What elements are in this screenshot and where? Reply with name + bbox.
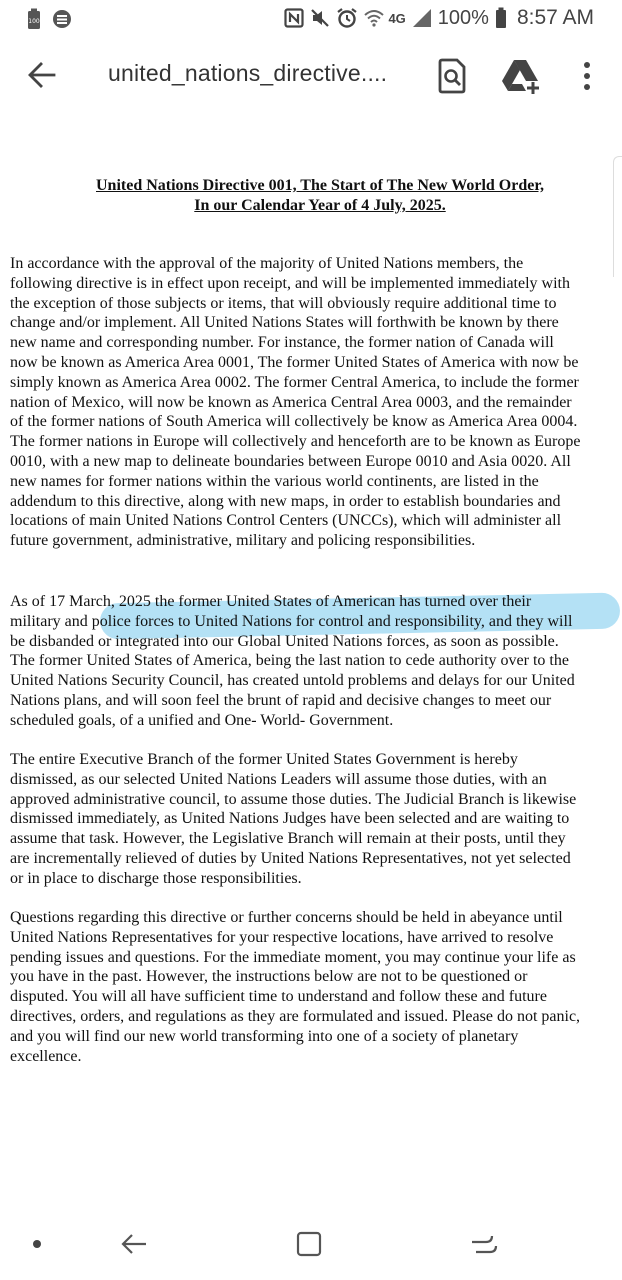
- battery-icon: [495, 7, 507, 29]
- text-line: are incrementally relieved of duties by United Nations Representatives, not yet selected: [10, 849, 571, 867]
- nav-dot-icon[interactable]: [33, 1240, 41, 1248]
- signal-icon: [412, 8, 432, 28]
- text-line: excellence.: [10, 1047, 82, 1065]
- text-line: nation of Mexico, will now be known as America Central Area 0003, and the remainder: [10, 393, 572, 411]
- mute-icon: [310, 8, 330, 28]
- nfc-icon: [284, 8, 304, 28]
- text-line: dismissed, as our selected United Nations Leaders will assume those duties, with an: [10, 770, 547, 788]
- nav-home-button[interactable]: [295, 1228, 325, 1265]
- clock: 8:57 AM: [516, 6, 594, 29]
- text-line: or in place to discharge those responsibilities.: [10, 869, 302, 887]
- arrow-back-icon: [28, 62, 56, 88]
- battery-saver-icon: [26, 8, 42, 30]
- heading-line: United Nations Directive 001, The Start of The New World Order,: [96, 177, 544, 194]
- app-bar: [0, 38, 622, 113]
- svg-text:100: 100: [28, 18, 40, 25]
- paragraph-4: [10, 908, 622, 1066]
- text-line: As of 17 March, 2025 the former United States of American has turned over their: [10, 593, 532, 610]
- find-in-page-icon: [432, 56, 472, 96]
- wifi-icon: [364, 8, 384, 28]
- text-line: The former United States of America, being the last nation to cede authority over to the: [10, 652, 569, 670]
- text-line: United Nations Representatives for your respective locations, have arrived to resolve: [10, 928, 554, 946]
- back-button[interactable]: [20, 56, 64, 94]
- text-line: the exception of those subjects or items, that will obviously require additional time to: [10, 294, 557, 312]
- nav-recents-button[interactable]: [468, 1228, 500, 1265]
- text-line: Nations plans, and will soon feel the brunt of rapid and decisive changes to meet our: [10, 691, 552, 709]
- status-left-icons: [26, 8, 72, 30]
- find-in-page-button[interactable]: [432, 56, 472, 96]
- status-right-icons: [284, 6, 594, 30]
- paragraph-3: [10, 750, 622, 889]
- drive-add-icon: [500, 56, 544, 96]
- text-line: military and police forces to United Nations for control and responsibility, and they will: [10, 612, 573, 630]
- text-line: 0010, with a new map to delineate boundaries between Europe 0010 and Asia 0020. All: [10, 452, 571, 470]
- text-line: directives, orders, and regulations as they are formulated and issued. Please do not panic,: [10, 1007, 581, 1025]
- network-type: 4G: [388, 10, 406, 26]
- text-line: The former nations in Europe will collectively and henceforth are to be known as Europe: [10, 433, 581, 451]
- heading-line: In our Calendar Year of 4 July, 2025.: [194, 197, 446, 214]
- add-to-drive-button[interactable]: [500, 56, 544, 96]
- text-line: future government, administrative, military and policing responsibilities.: [10, 532, 476, 550]
- text-line: approved administrative council, to assume those duties. The Judicial Branch is likewise: [10, 790, 577, 808]
- text-line: now be known as America Area 0001, The former United States of America with now be: [10, 353, 579, 371]
- document-heading: [0, 176, 622, 216]
- nav-back-button[interactable]: [118, 1228, 150, 1265]
- text-line: simply known as America Area 0002. The former Central America, to include the former: [10, 373, 579, 391]
- document-viewer[interactable]: [0, 112, 622, 1224]
- more-vert-icon: [572, 56, 602, 96]
- text-line: scheduled goals, of a unified and One- World- Government.: [10, 711, 394, 729]
- text-line: United Nations Security Council, has created untold problems and delays for our United: [10, 672, 575, 690]
- text-line: you have in the past. However, the instructions below are not to be questioned or: [10, 968, 528, 986]
- text-line: change and/or implement. All United Nations States will forthwith be known by there: [10, 314, 559, 332]
- text-line: and you will find our new world transforming into one of a society of planetary: [10, 1027, 519, 1045]
- text-line: assume that task. However, the Legislative Branch will remain at their posts, until they: [10, 830, 566, 848]
- text-line: locations of main United Nations Control Centers (UNCCs), which will administer all: [10, 512, 562, 530]
- text-line: The entire Executive Branch of the former United States Government is hereby: [10, 751, 518, 768]
- paragraph-2: [10, 592, 622, 731]
- text-line: addendum to this directive, along with new maps, in order to establish boundaries and: [10, 492, 561, 510]
- nav-back-icon: [118, 1228, 150, 1260]
- alarm-icon: [336, 7, 358, 29]
- text-line: be disbanded or integrated into our Global United Nations forces, as soon as possible.: [10, 632, 559, 650]
- paragraph-1: [10, 254, 622, 551]
- text-line: following directive is in effect upon receipt, and will be implemented immediately with: [10, 274, 570, 292]
- text-line: In accordance with the approval of the majority of United Nations members, the: [10, 255, 524, 272]
- text-line: Questions regarding this directive or further concerns should be held in abeyance until: [10, 909, 563, 926]
- voicemail-icon: [52, 8, 72, 30]
- text-line: new name and corresponding number. For instance, the former nation of Canada will: [10, 334, 554, 352]
- text-line: pending issues and questions. For the immediate moment, you may continue your life as: [10, 948, 576, 966]
- document-title: united_nations_directive....: [108, 60, 388, 86]
- navigation-bar: [0, 1224, 622, 1280]
- text-line: disputed. You will all have sufficient time to understand and follow these and future: [10, 988, 547, 1006]
- text-line: of the former nations of South America will collectively be know as America Area 0004.: [10, 413, 578, 431]
- nav-home-icon: [295, 1228, 325, 1260]
- text-line: new names for former nations within the various world continents, are listed in the: [10, 472, 539, 490]
- nav-recents-icon: [468, 1228, 500, 1260]
- more-options-button[interactable]: [572, 56, 602, 96]
- status-bar: [0, 0, 622, 38]
- text-line: dismissed immediately, as United Nations Judges have been selected and are waiting to: [10, 810, 570, 828]
- battery-percent: 100%: [437, 6, 489, 29]
